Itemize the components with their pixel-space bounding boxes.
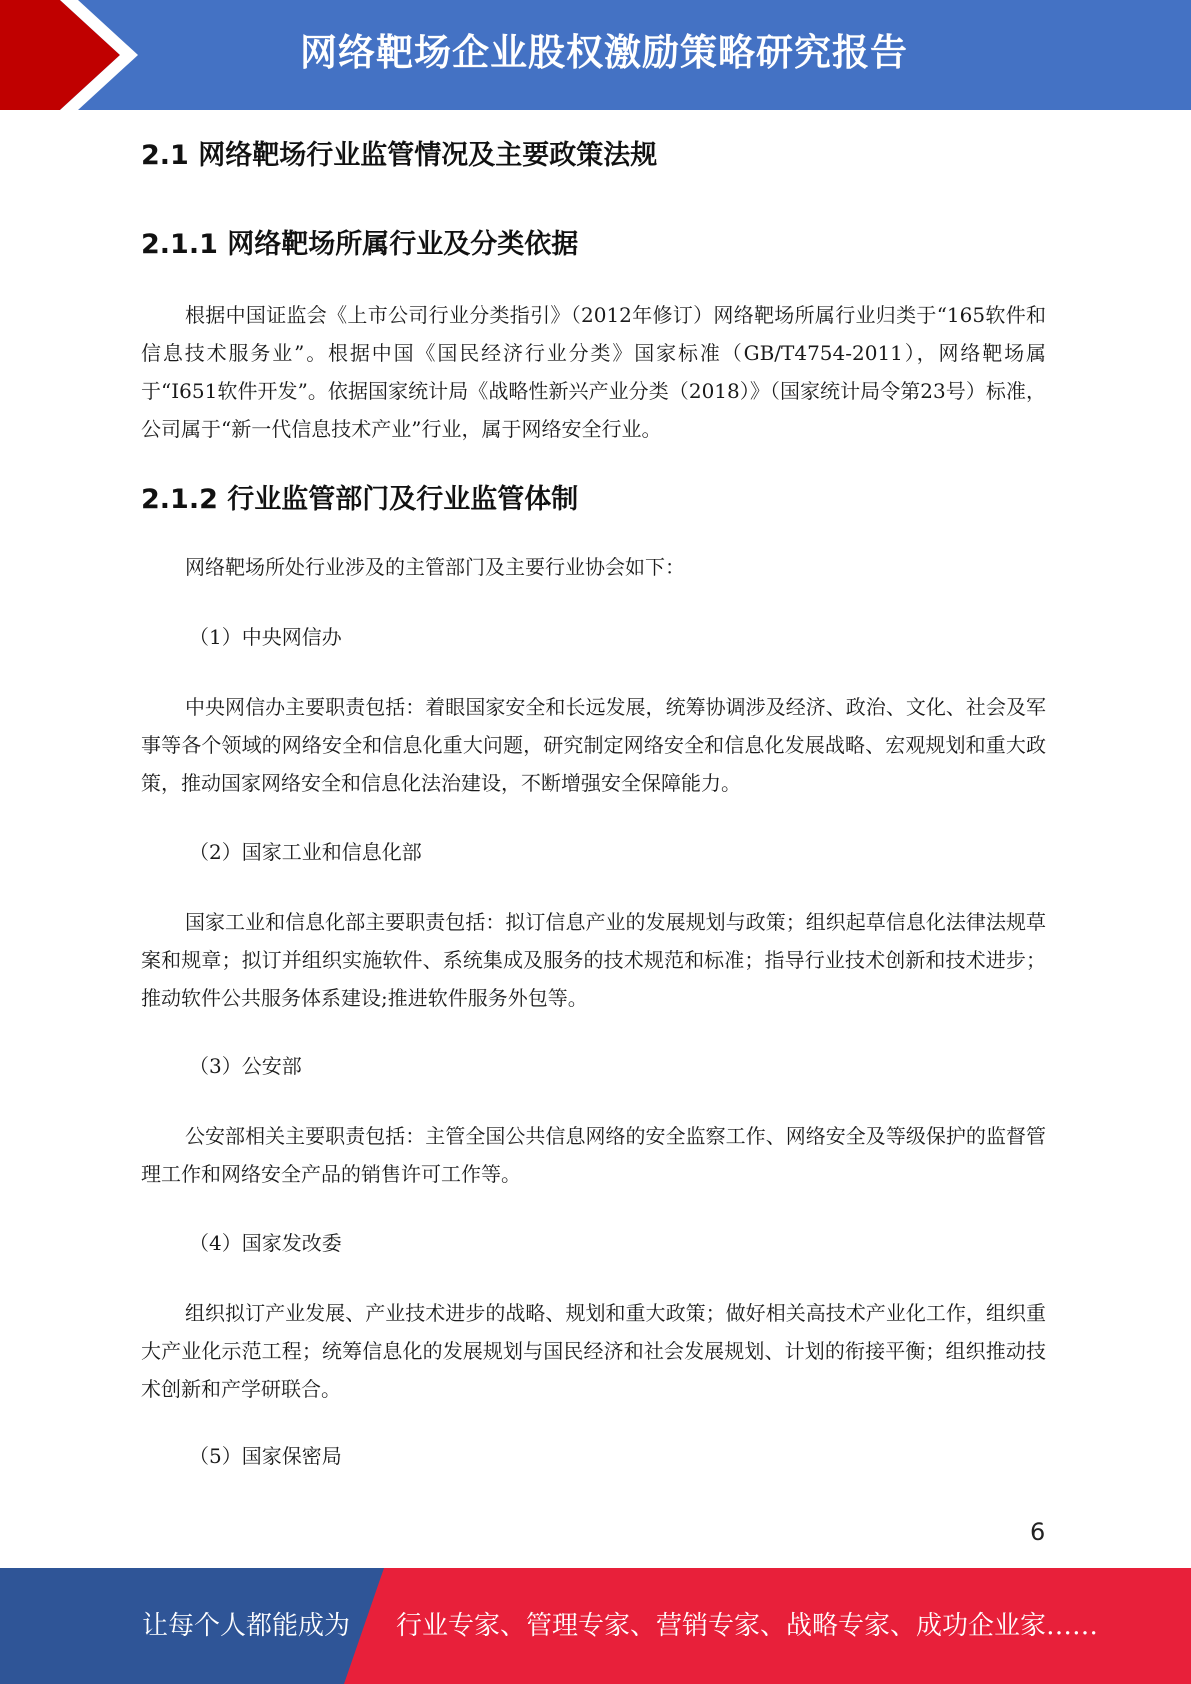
paragraph-industry-classification: 根据中国证监会《上市公司行业分类指引》（2012年修订）网络靶场所属行业归类于“165软件和信息技术服务业”。根据中国《国民经济行业分类》国家标准（GB/T4754-2011），网络靶场属于“I651软件开发”。依据国家统计局《战略性新兴产业分类（2018）》（国家统计局令第23号）标准，公司属于“新一代信息技术产业”行业，属于网络安全行业。 bbox=[141, 303, 1046, 441]
item-title-cac: （1）中央网信办 bbox=[189, 625, 342, 649]
item-text-ndrc: 组织拟订产业发展、产业技术进步的战略、规划和重大政策；做好相关高技术产业化工作，组织重大产业化示范工程；统筹信息化的发展规划与国民经济和社会发展规划、计划的衔接平衡；组织推动技术创新和产学研联合。 bbox=[141, 1301, 1046, 1401]
item-text-miit: 国家工业和信息化部主要职责包括：拟订信息产业的发展规划与政策；组织起草信息化法律法规草案和规章；拟订并组织实施软件、系统集成及服务的技术规范和标准；指导行业技术创新和技术进步；推动软件公共服务体系建设;推进软件服务外包等。 bbox=[141, 910, 1046, 1010]
footer-slogan-left: 让每个人都能成为 bbox=[142, 1611, 351, 1641]
section-heading-2-1-1: 2.1.1 网络靶场所属行业及分类依据 bbox=[141, 229, 579, 260]
page-header bbox=[0, 0, 1191, 110]
item-text-mps: 公安部相关主要职责包括：主管全国公共信息网络的安全监察工作、网络安全及等级保护的监督管理工作和网络安全产品的销售许可工作等。 bbox=[141, 1124, 1046, 1186]
section-heading-2-1: 2.1 网络靶场行业监管情况及主要政策法规 bbox=[141, 140, 658, 171]
item-title-nasa: （5）国家保密局 bbox=[189, 1444, 342, 1468]
page-footer bbox=[0, 1568, 1191, 1684]
item-title-mps: （3）公安部 bbox=[189, 1054, 302, 1078]
section-heading-2-1-2: 2.1.2 行业监管部门及行业监管体制 bbox=[141, 484, 579, 515]
page-number: 6 bbox=[1030, 1518, 1046, 1546]
report-title: 网络靶场企业股权激励策略研究报告 bbox=[300, 31, 908, 74]
item-text-cac: 中央网信办主要职责包括：着眼国家安全和长远发展，统筹协调涉及经济、政治、文化、社会及军事等各个领域的网络安全和信息化重大问题，研究制定网络安全和信息化发展战略、宏观规划和重大政策，推动国家网络安全和信息化法治建设，不断增强安全保障能力。 bbox=[141, 695, 1046, 795]
item-title-ndrc: （4）国家发改委 bbox=[189, 1231, 342, 1255]
header-chevron-icon bbox=[0, 0, 150, 110]
item-title-miit: （2）国家工业和信息化部 bbox=[189, 840, 422, 864]
footer-slogan-right: 行业专家、管理专家、营销专家、战略专家、成功企业家…… bbox=[396, 1611, 1099, 1641]
paragraph-intro: 网络靶场所处行业涉及的主管部门及主要行业协会如下： bbox=[185, 555, 685, 579]
